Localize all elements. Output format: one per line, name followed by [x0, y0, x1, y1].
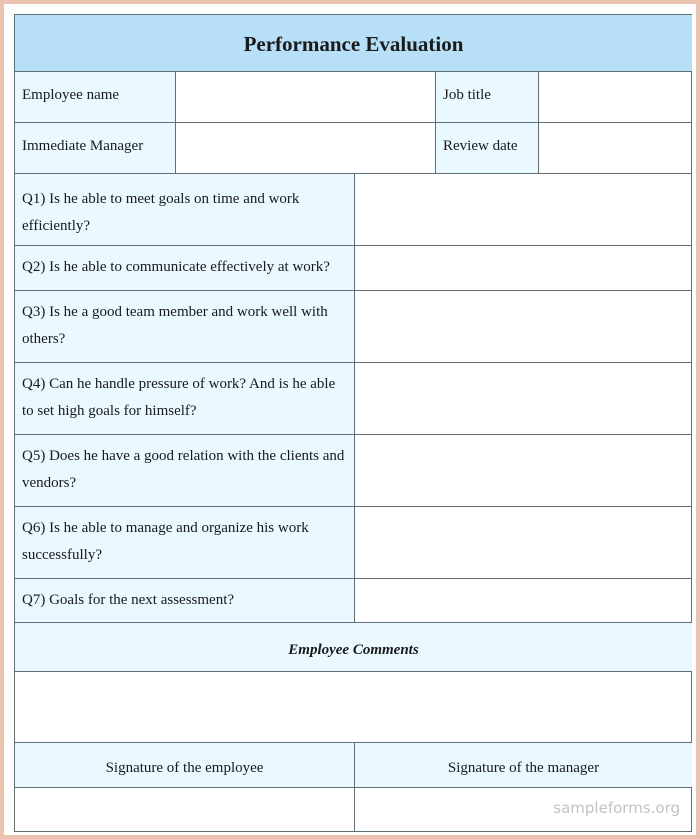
page — [4, 4, 696, 835]
question-3-label: Q3) Is he a good team member and work well with others? — [15, 291, 355, 363]
job-title-label: Job title — [436, 72, 539, 123]
question-2-answer[interactable] — [355, 246, 692, 291]
immediate-manager-field[interactable] — [176, 123, 436, 174]
form-title: Performance Evaluation — [15, 15, 692, 72]
review-date-field[interactable] — [539, 123, 692, 174]
employee-comments-heading: Employee Comments — [15, 623, 692, 672]
question-1-answer[interactable] — [355, 174, 692, 246]
question-2-label: Q2) Is he able to communicate effectively at work? — [15, 246, 355, 291]
question-7-answer[interactable] — [355, 579, 692, 623]
question-7-label: Q7) Goals for the next assessment? — [15, 579, 355, 623]
signature-manager-label: Signature of the manager — [355, 743, 692, 788]
job-title-field[interactable] — [539, 72, 692, 123]
signature-employee-field[interactable] — [15, 788, 355, 831]
question-5-label: Q5) Does he have a good relation with the clients and vendors? — [15, 435, 355, 507]
review-date-label: Review date — [436, 123, 539, 174]
question-6-label: Q6) Is he able to manage and organize his work successfully? — [15, 507, 355, 579]
question-4-answer[interactable] — [355, 363, 692, 435]
immediate-manager-label: Immediate Manager — [15, 123, 176, 174]
question-5-answer[interactable] — [355, 435, 692, 507]
question-3-answer[interactable] — [355, 291, 692, 363]
signature-employee-label: Signature of the employee — [15, 743, 355, 788]
question-4-label: Q4) Can he handle pressure of work? And is he able to set high goals for himself? — [15, 363, 355, 435]
employee-name-label: Employee name — [15, 72, 176, 123]
performance-evaluation-form — [14, 14, 692, 832]
employee-comments-field[interactable] — [15, 672, 692, 743]
employee-name-field[interactable] — [176, 72, 436, 123]
watermark: sampleforms.org — [553, 799, 680, 817]
question-6-answer[interactable] — [355, 507, 692, 579]
question-1-label: Q1) Is he able to meet goals on time and work efficiently? — [15, 174, 355, 246]
